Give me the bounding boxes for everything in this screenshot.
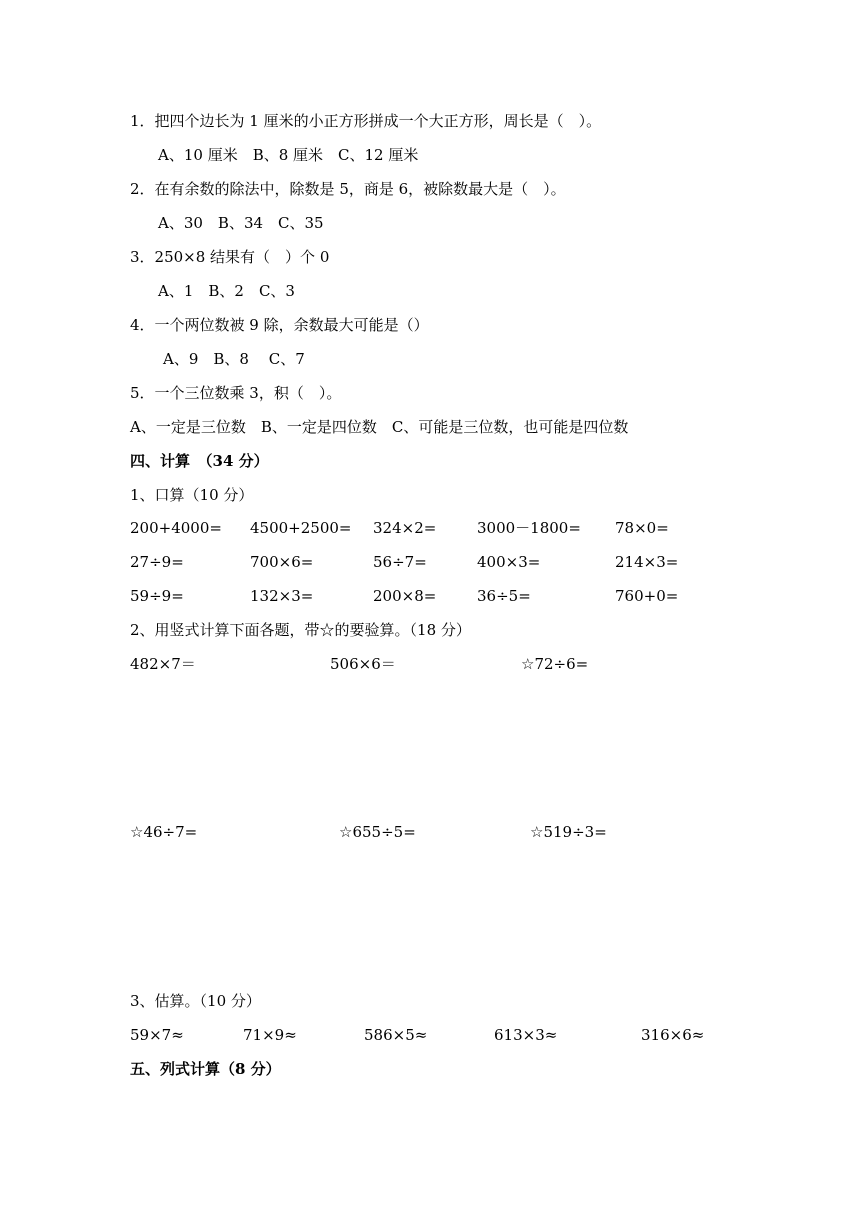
oral-problem: 4500+2500=	[250, 519, 352, 537]
oral-problem: 200+4000=	[130, 519, 222, 537]
question-1-options: A、10 厘米 B、8 厘米 C、12 厘米	[158, 146, 419, 164]
vertical-problem: 506×6＝	[330, 655, 396, 673]
vertical-calc-title: 2、用竖式计算下面各题，带☆的要验算。（18 分）	[130, 621, 471, 639]
vertical-problem: 482×7＝	[130, 655, 196, 673]
oral-problem: 400×3=	[477, 553, 541, 571]
question-5: 5．一个三位数乘 3，积（ ）。	[130, 384, 342, 402]
oral-problem: 27÷9=	[130, 553, 184, 571]
vertical-problem: ☆46÷7=	[130, 823, 198, 841]
oral-problem: 324×2=	[373, 519, 437, 537]
oral-problem: 760+0=	[615, 587, 679, 605]
oral-problem: 59÷9=	[130, 587, 184, 605]
oral-problem: 200×8=	[373, 587, 437, 605]
estimate-title: 3、估算。（10 分）	[130, 992, 261, 1010]
question-1: 1．把四个边长为 1 厘米的小正方形拼成一个大正方形，周长是（ ）。	[130, 112, 602, 130]
question-3: 3．250×8 结果有（ ）个 0	[130, 248, 330, 266]
oral-problem: 132×3=	[250, 587, 314, 605]
section-4-title: 四、计算 （34 分）	[130, 452, 269, 470]
estimate-problem: 586×5≈	[364, 1026, 428, 1044]
vertical-problem: ☆655÷5=	[339, 823, 416, 841]
question-3-options: A、1 B、2 C、3	[158, 282, 295, 300]
question-2: 2．在有余数的除法中，除数是 5，商是 6，被除数最大是（ ）。	[130, 180, 566, 198]
oral-problem: 78×0=	[615, 519, 669, 537]
oral-problem: 214×3=	[615, 553, 679, 571]
question-2-options: A、30 B、34 C、35	[158, 214, 324, 232]
oral-calc-title: 1、口算（10 分）	[130, 486, 254, 504]
oral-problem: 3000－1800=	[477, 519, 581, 537]
vertical-problem: ☆72÷6=	[521, 655, 589, 673]
section-5-title: 五、列式计算（8 分）	[130, 1060, 281, 1078]
estimate-problem: 316×6≈	[641, 1026, 705, 1044]
estimate-problem: 71×9≈	[243, 1026, 297, 1044]
oral-problem: 36÷5=	[477, 587, 531, 605]
oral-problem: 56÷7=	[373, 553, 427, 571]
estimate-problem: 613×3≈	[494, 1026, 558, 1044]
question-4-options: A、9 B、8 C、7	[163, 350, 305, 368]
estimate-problem: 59×7≈	[130, 1026, 184, 1044]
vertical-problem: ☆519÷3=	[530, 823, 607, 841]
question-4: 4．一个两位数被 9 除，余数最大可能是（）	[130, 316, 429, 334]
oral-problem: 700×6=	[250, 553, 314, 571]
question-5-options: A、一定是三位数 B、一定是四位数 C、可能是三位数，也可能是四位数	[130, 418, 629, 436]
